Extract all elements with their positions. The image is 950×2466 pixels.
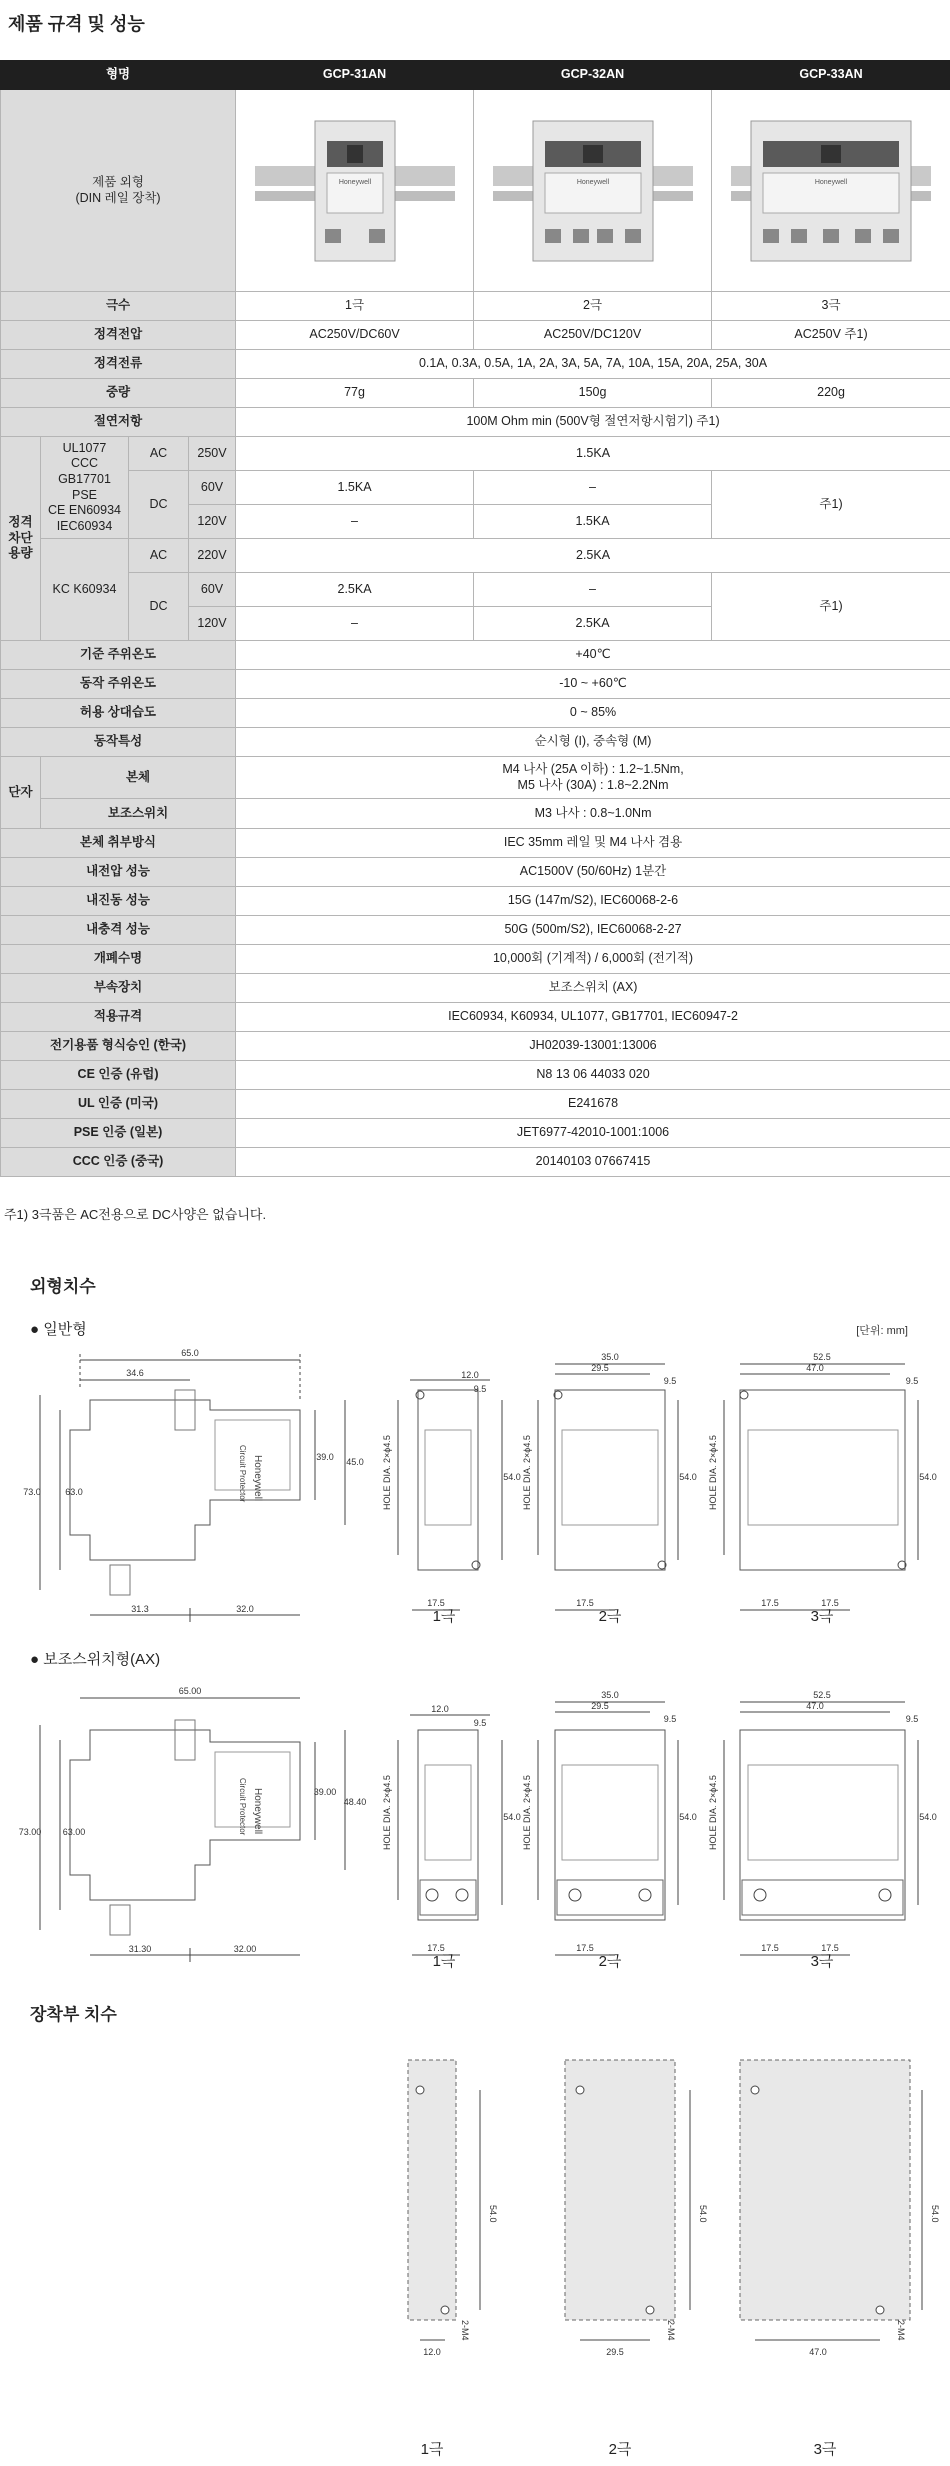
- appearance-label: 제품 외형 (DIN 레일 장착): [1, 90, 236, 292]
- op-char-value: 순시형 (I), 중속형 (M): [236, 728, 950, 757]
- hole-label: HOLE DIA. 2×ϕ4.5: [382, 1775, 392, 1850]
- dim: 17.5: [576, 1943, 594, 1953]
- dim: 9.5: [663, 1376, 677, 1386]
- breaking-standards-1: UL1077 CCC GB17701 PSE CE EN60934 IEC60934: [41, 437, 129, 539]
- dim: 35.0: [601, 1352, 619, 1362]
- op-temp-value: -10 ~ +60℃: [236, 670, 950, 699]
- dim: 39.00: [313, 1787, 337, 1797]
- weight-3: 220g: [712, 379, 950, 408]
- breaking2-60v-2p: –: [474, 573, 712, 607]
- dim: 65.0: [181, 1348, 199, 1358]
- dim: 17.5: [427, 1598, 445, 1608]
- breaking-standards-2: KC K60934: [41, 539, 129, 641]
- section-title-mounting: 장착부 치수: [30, 2005, 117, 2024]
- dim: 9.5: [663, 1714, 677, 1724]
- breaking-220v-value: 2.5KA: [236, 539, 950, 573]
- section-title-spec: 제품 규격 및 성능: [8, 14, 145, 34]
- poles-2: 2극: [474, 292, 712, 321]
- weight-label: 중량: [1, 379, 236, 408]
- dim: 63.0: [65, 1487, 83, 1497]
- op-temp-label: 동작 주위온도: [1, 670, 236, 699]
- dim: 54.0: [679, 1812, 697, 1822]
- terminal-main-value: [236, 757, 950, 799]
- aux-side-view: [40, 1698, 345, 1962]
- dim: 32.0: [236, 1604, 254, 1614]
- hole-label: HOLE DIA. 2×ϕ4.5: [522, 1435, 532, 1510]
- dim: 31.30: [128, 1944, 152, 1954]
- poles-1: 1극: [236, 292, 474, 321]
- caption-aux-2p: 2극: [598, 1953, 622, 1970]
- weight-2: 150g: [474, 379, 712, 408]
- dim: 45.0: [346, 1457, 364, 1467]
- product-text: Circuit Protector: [238, 1778, 247, 1836]
- hole-label: HOLE DIA. 2×ϕ4.5: [708, 1775, 718, 1850]
- dim: 9.5: [905, 1376, 919, 1386]
- dim: 12.0: [431, 1704, 449, 1714]
- rated-voltage-2: AC250V/DC120V: [474, 321, 712, 350]
- rated-voltage-1: AC250V/DC60V: [236, 321, 474, 350]
- terminal-main-line1: M4 나사 (25A 이하) : 1.2~1.5Nm,: [502, 761, 684, 776]
- general-1p-drawing: [398, 1380, 502, 1610]
- unit-label: [단위: mm]: [856, 1325, 908, 1337]
- brand-text: Honeywell: [814, 178, 848, 186]
- ref-temp-value: +40℃: [236, 641, 950, 670]
- breaking-220v: 220V: [189, 539, 236, 573]
- product-text: Circuit Protector: [238, 1445, 247, 1503]
- rated-voltage-3: AC250V 주1): [712, 321, 950, 350]
- ce-label: CE 인증 (유럽): [1, 1061, 236, 1090]
- breaking-250v: 250V: [189, 437, 236, 471]
- aux-3p-drawing: [724, 1702, 918, 1955]
- pse-label: PSE 인증 (일본): [1, 1119, 236, 1148]
- mounting-label: 본체 취부방식: [1, 829, 236, 858]
- mount-2p: [565, 2060, 690, 2340]
- dim: 17.5: [761, 1598, 779, 1608]
- mount-w-3p: 47.0: [809, 2347, 827, 2357]
- breaking2-120v-1p: –: [236, 607, 474, 641]
- caption-aux-1p: 1극: [432, 1953, 456, 1970]
- op-char-label: 동작특성: [1, 728, 236, 757]
- caption-general-3p: 3극: [810, 1608, 834, 1625]
- brand-text: Honeywell: [252, 1455, 263, 1502]
- dim: 39.0: [316, 1452, 334, 1462]
- caption-general-2p: 2극: [598, 1608, 622, 1625]
- section-title-dimensions: 외형치수: [30, 1277, 96, 1296]
- humidity-label: 허용 상대습도: [1, 699, 236, 728]
- mount-h-3p: 54.0: [930, 2205, 940, 2223]
- terminal-label: 단자: [1, 757, 41, 829]
- aux-2p-drawing: [538, 1702, 678, 1955]
- breaking-ac-2: AC: [129, 539, 189, 573]
- brand-text: Honeywell: [252, 1788, 263, 1835]
- dielectric-value: AC1500V (50/60Hz) 1분간: [236, 858, 950, 887]
- dim: 12.0: [461, 1370, 479, 1380]
- hole-label: HOLE DIA. 2×ϕ4.5: [708, 1435, 718, 1510]
- hole-label: HOLE DIA. 2×ϕ4.5: [382, 1435, 392, 1510]
- header-model-3: GCP-33AN: [712, 61, 950, 90]
- breaking-250v-value: 1.5KA: [236, 437, 950, 471]
- general-dims: [23, 1348, 937, 1614]
- general-3p-drawing: [724, 1364, 918, 1610]
- breaking-note-1: 주1): [712, 471, 950, 539]
- mount-1p: [408, 2060, 480, 2340]
- insulation-value: 100M Ohm min (500V형 절연저항시험기) 주1): [236, 408, 950, 437]
- pse-value: JET6977-42010-1001:1006: [236, 1119, 950, 1148]
- mount-screw-3p: 2-M4: [896, 2320, 906, 2341]
- poles-label: 극수: [1, 292, 236, 321]
- header-model-2: GCP-32AN: [474, 61, 712, 90]
- dim: 73.00: [18, 1827, 42, 1837]
- product-image-1p: [236, 90, 474, 292]
- mount-w-1p: 12.0: [423, 2347, 441, 2357]
- dim: 52.5: [813, 1352, 831, 1362]
- kr-approval-value: JH02039-13001:13006: [236, 1032, 950, 1061]
- dim: 29.5: [591, 1363, 609, 1373]
- dim: 17.5: [821, 1943, 839, 1953]
- terminal-main-label: 본체: [41, 757, 236, 799]
- kr-approval-label: 전기용품 형식승인 (한국): [1, 1032, 236, 1061]
- dim: 34.6: [126, 1368, 144, 1378]
- dim: 29.5: [591, 1701, 609, 1711]
- product-image-3p: [712, 90, 950, 292]
- mounting-value: IEC 35mm 레일 및 M4 나사 겸용: [236, 829, 950, 858]
- terminal-aux-label: 보조스위치: [41, 799, 236, 829]
- hole-label: HOLE DIA. 2×ϕ4.5: [522, 1775, 532, 1850]
- dim: 17.5: [761, 1943, 779, 1953]
- breaking-ac-1: AC: [129, 437, 189, 471]
- general-side-view: [40, 1354, 345, 1622]
- mount-screw-1p: 2-M4: [460, 2320, 470, 2341]
- ccc-label: CCC 인증 (중국): [1, 1148, 236, 1177]
- ref-temp-label: 기준 주위온도: [1, 641, 236, 670]
- spec-table: [0, 60, 950, 1177]
- general-type-label: ● 일반형: [30, 1321, 87, 1338]
- vibration-label: 내진동 성능: [1, 887, 236, 916]
- standards-value: IEC60934, K60934, UL1077, GB17701, IEC60947-2: [236, 1003, 950, 1032]
- dim: 73.0: [23, 1487, 41, 1497]
- mount-h-2p: 54.0: [698, 2205, 708, 2223]
- breaker-3p-photo: [731, 111, 931, 271]
- breaking-120v-1: 120V: [189, 505, 236, 539]
- ccc-value: 20140103 07667415: [236, 1148, 950, 1177]
- breaking-120v-2p: 1.5KA: [474, 505, 712, 539]
- dim: 54.0: [919, 1812, 937, 1822]
- dim: 54.0: [503, 1472, 521, 1482]
- rated-current-value: 0.1A, 0.3A, 0.5A, 1A, 2A, 3A, 5A, 7A, 10A, 15A, 20A, 25A, 30A: [236, 350, 950, 379]
- header-model-1: GCP-31AN: [236, 61, 474, 90]
- rated-current-label: 정격전류: [1, 350, 236, 379]
- dim: 17.5: [427, 1943, 445, 1953]
- header-model: 형명: [1, 61, 236, 90]
- breaking-60v-2: 60V: [189, 573, 236, 607]
- mount-screw-2p: 2-M4: [666, 2320, 676, 2341]
- caption-aux-3p: 3극: [810, 1953, 834, 1970]
- breaking-120v-1p: –: [236, 505, 474, 539]
- brand-text: Honeywell: [576, 178, 609, 186]
- dim: 54.0: [503, 1812, 521, 1822]
- dim: 54.0: [679, 1472, 697, 1482]
- shock-value: 50G (500m/S2), IEC60068-2-27: [236, 916, 950, 945]
- breaking-group-label: 정격 차단 용량: [1, 437, 41, 641]
- dim: 32.00: [233, 1944, 257, 1954]
- breaking-60v-2p: –: [474, 471, 712, 505]
- mount-3p: [740, 2060, 922, 2340]
- product-image-2p: [474, 90, 712, 292]
- dim: 17.5: [576, 1598, 594, 1608]
- dim: 9.5: [905, 1714, 919, 1724]
- dim: 35.0: [601, 1690, 619, 1700]
- breaker-1p-photo: [255, 111, 455, 271]
- breaking-60v-1: 60V: [189, 471, 236, 505]
- life-label: 개폐수명: [1, 945, 236, 974]
- mounting-drawings: [0, 2030, 950, 2410]
- insulation-label: 절연저항: [1, 408, 236, 437]
- caption-general-1p: 1극: [432, 1608, 456, 1625]
- dim: 48.40: [343, 1797, 367, 1807]
- caption-mount-1p: 1극: [420, 2441, 444, 2458]
- dim: 31.3: [131, 1604, 149, 1614]
- rated-voltage-label: 정격전압: [1, 321, 236, 350]
- ce-value: N8 13 06 44033 020: [236, 1061, 950, 1090]
- life-value: 10,000회 (기계적) / 6,000회 (전기적): [236, 945, 950, 974]
- breaker-2p-photo: [493, 111, 693, 271]
- dim: 54.0: [919, 1472, 937, 1482]
- general-drawings: [0, 1340, 950, 1630]
- breaking2-60v-1p: 2.5KA: [236, 573, 474, 607]
- caption-mount-2p: 2극: [608, 2441, 632, 2458]
- vibration-value: 15G (147m/S2), IEC60068-2-6: [236, 887, 950, 916]
- breaking-dc-1: DC: [129, 471, 189, 539]
- brand-text: Honeywell: [338, 178, 371, 186]
- general-2p-drawing: [538, 1364, 678, 1610]
- caption-mount-3p: 3극: [813, 2441, 837, 2458]
- dim: 63.00: [62, 1827, 86, 1837]
- aux-drawings: [0, 1670, 950, 1980]
- weight-1: 77g: [236, 379, 474, 408]
- footnote: 주1) 3극품은 AC전용으로 DC사양은 없습니다.: [4, 1207, 267, 1222]
- aux-1p-drawing: [398, 1715, 502, 1955]
- accessory-value: 보조스위치 (AX): [236, 974, 950, 1003]
- aux-type-label: ● 보조스위치형(AX): [30, 1651, 161, 1668]
- dim: 52.5: [813, 1690, 831, 1700]
- breaking-120v-2: 120V: [189, 607, 236, 641]
- poles-3: 3극: [712, 292, 950, 321]
- standards-label: 적용규격: [1, 1003, 236, 1032]
- dim: 47.0: [806, 1363, 824, 1373]
- mount-h-1p: 54.0: [488, 2205, 498, 2223]
- terminal-aux-value: M3 나사 : 0.8~1.0Nm: [236, 799, 950, 829]
- shock-label: 내충격 성능: [1, 916, 236, 945]
- ul-label: UL 인증 (미국): [1, 1090, 236, 1119]
- ul-value: E241678: [236, 1090, 950, 1119]
- humidity-value: 0 ~ 85%: [236, 699, 950, 728]
- breaking-60v-1p: 1.5KA: [236, 471, 474, 505]
- breaking-dc-2: DC: [129, 573, 189, 641]
- dim: 65.00: [178, 1686, 202, 1696]
- breaking-note-2: 주1): [712, 573, 950, 641]
- breaking2-120v-2p: 2.5KA: [474, 607, 712, 641]
- dim: 9.5: [473, 1718, 487, 1728]
- dim: 17.5: [821, 1598, 839, 1608]
- dim: 9.5: [473, 1384, 487, 1394]
- terminal-main-line2: M5 나사 (30A) : 1.8~2.2Nm: [517, 777, 669, 792]
- dim: 47.0: [806, 1701, 824, 1711]
- accessory-label: 부속장치: [1, 974, 236, 1003]
- mount-w-2p: 29.5: [606, 2347, 624, 2357]
- dielectric-label: 내전압 성능: [1, 858, 236, 887]
